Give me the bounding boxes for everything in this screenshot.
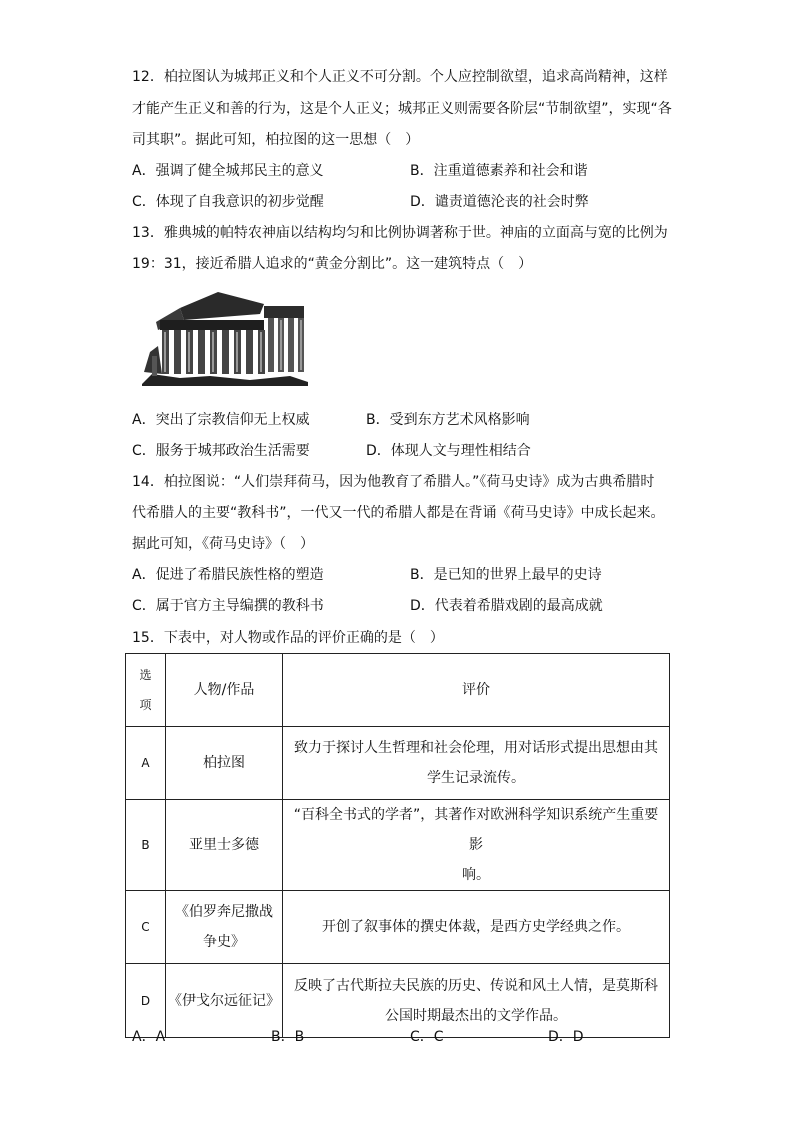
q14-option-b[interactable]: B．是已知的世界上最早的史诗 bbox=[410, 567, 602, 583]
q15-option-b[interactable]: B．B bbox=[271, 1029, 305, 1045]
table-row bbox=[126, 964, 670, 1038]
table-row bbox=[126, 727, 670, 800]
q14-stem-line-3: 据此可知，《荷马史诗》（ ） bbox=[132, 536, 314, 552]
q15-option-d[interactable]: D．D bbox=[548, 1029, 584, 1045]
q15-stem: 15．下表中，对人物或作品的评价正确的是（ ） bbox=[132, 630, 444, 646]
row-eval: “百科全书式的学者”，其著作对欧洲科学知识系统产生重要影 响。 bbox=[283, 800, 670, 891]
row-eval: 开创了叙事体的撰史体裁，是西方史学经典之作。 bbox=[283, 891, 670, 964]
table-row bbox=[126, 891, 670, 964]
q13-option-a[interactable]: A．突出了宗教信仰无上权威 bbox=[132, 412, 310, 428]
row-option: B bbox=[126, 800, 166, 891]
q15-option-a[interactable]: A．A bbox=[132, 1029, 166, 1045]
header-option: 选 项 bbox=[126, 654, 166, 727]
header-eval: 评价 bbox=[283, 654, 670, 727]
q12-option-b[interactable]: B．注重道德素养和社会和谐 bbox=[410, 163, 588, 179]
q14-stem-line-2: 代希腊人的主要“教科书”，一代又一代的希腊人都是在背诵《荷马史诗》中成长起来。 bbox=[132, 505, 665, 521]
row-person: 《伯罗奔尼撒战 争史》 bbox=[166, 891, 283, 964]
row-eval: 致力于探讨人生哲理和社会伦理，用对话形式提出思想由其 学生记录流传。 bbox=[283, 727, 670, 800]
row-option: D bbox=[126, 964, 166, 1038]
table-header-row bbox=[126, 654, 670, 727]
row-option: A bbox=[126, 727, 166, 800]
parthenon-image bbox=[140, 286, 310, 388]
q13-stem-line-2: 19：31，接近希腊人追求的“黄金分割比”。这一建筑特点（ ） bbox=[132, 256, 533, 272]
q12-option-a[interactable]: A．强调了健全城邦民主的意义 bbox=[132, 163, 324, 179]
q12-stem-line-1: 12．柏拉图认为城邦正义和个人正义不可分割。个人应控制欲望，追求高尚精神，这样 bbox=[132, 69, 668, 85]
q13-option-b[interactable]: B．受到东方艺术风格影响 bbox=[366, 412, 530, 428]
q14-option-a[interactable]: A．促进了希腊民族性格的塑造 bbox=[132, 567, 324, 583]
header-person: 人物/作品 bbox=[166, 654, 283, 727]
q15-table bbox=[125, 653, 670, 1038]
q13-option-c[interactable]: C．服务于城邦政治生活需要 bbox=[132, 443, 310, 459]
q13-option-d[interactable]: D．体现人文与理性相结合 bbox=[366, 443, 531, 459]
row-option: C bbox=[126, 891, 166, 964]
q14-option-c[interactable]: C．属于官方主导编撰的教科书 bbox=[132, 598, 324, 614]
row-person: 《伊戈尔远征记》 bbox=[166, 964, 283, 1038]
q12-stem-line-2: 才能产生正义和善的行为，这是个人正义；城邦正义则需要各阶层“节制欲望”，实现“各 bbox=[132, 101, 672, 117]
table-row bbox=[126, 800, 670, 891]
row-person: 柏拉图 bbox=[166, 727, 283, 800]
q15-option-c[interactable]: C．C bbox=[410, 1029, 444, 1045]
row-eval: 反映了古代斯拉夫民族的历史、传说和风土人情，是莫斯科 公国时期最杰出的文学作品。 bbox=[283, 964, 670, 1038]
q13-stem-line-1: 13．雅典城的帕特农神庙以结构均匀和比例协调著称于世。神庙的立面高与宽的比例为 bbox=[132, 225, 668, 241]
q12-option-c[interactable]: C．体现了自我意识的初步觉醒 bbox=[132, 194, 324, 210]
q14-option-d[interactable]: D．代表着希腊戏剧的最高成就 bbox=[410, 598, 603, 614]
q12-stem-line-3: 司其职”。据此可知，柏拉图的这一思想（ ） bbox=[132, 132, 420, 148]
row-person: 亚里士多德 bbox=[166, 800, 283, 891]
q14-stem-line-1: 14．柏拉图说：“人们崇拜荷马，因为他教育了希腊人。”《荷马史诗》成为古典希腊时 bbox=[132, 474, 655, 490]
q12-option-d[interactable]: D．谴责道德沦丧的社会时弊 bbox=[410, 194, 589, 210]
